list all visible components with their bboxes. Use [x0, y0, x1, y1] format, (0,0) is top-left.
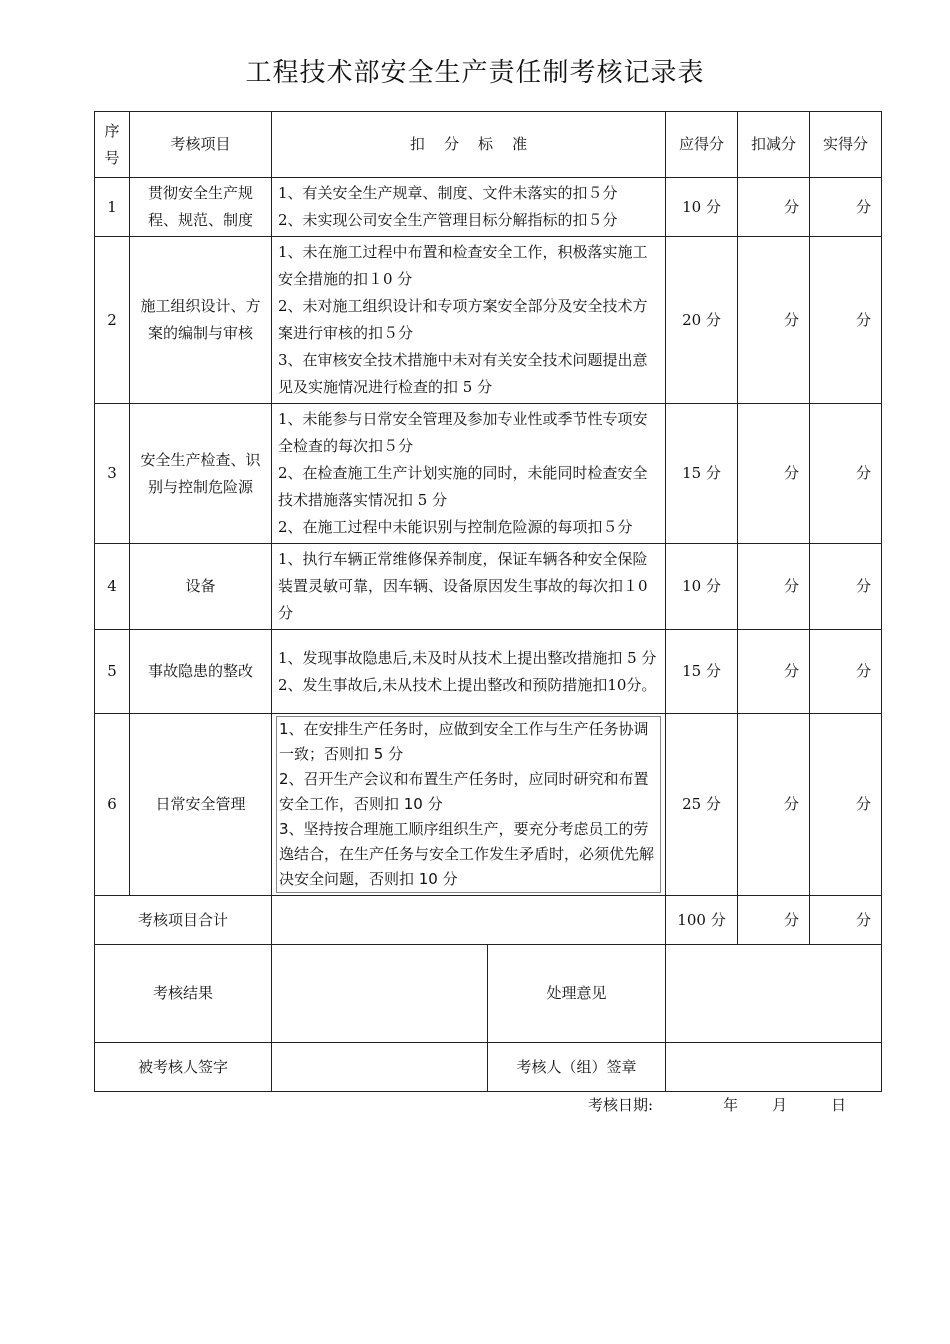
row-criteria	[272, 544, 666, 630]
table-row	[95, 237, 882, 404]
row-actual: 分	[810, 544, 882, 630]
result-inner	[272, 945, 665, 1042]
criteria-line: 3、坚持按合理施工顺序组织生产，要充分考虑员工的劳逸结合，在生产任务与安全工作发生矛盾时，必须优先解决安全问题，否则扣 10 分	[279, 820, 655, 888]
row-item: 贯彻安全生产规程、规范、制度	[130, 178, 272, 237]
criteria-line: 2、召开生产会议和布置生产任务时，应同时研究和布置安全工作，否则扣 10 分	[279, 770, 649, 813]
row-criteria	[272, 630, 666, 714]
row-actual: 分	[810, 237, 882, 404]
header-item: 考核项目	[130, 112, 272, 178]
row-actual: 分	[810, 404, 882, 544]
row-item: 设备	[130, 544, 272, 630]
row-deduct: 分	[738, 714, 810, 896]
signature-row	[95, 1043, 882, 1092]
table-row	[95, 544, 882, 630]
row-actual: 分	[810, 630, 882, 714]
total-deduct: 分	[738, 896, 810, 945]
row-criteria	[272, 237, 666, 404]
row-deduct: 分	[738, 178, 810, 237]
criteria-line: 2、未实现公司安全生产管理目标分解指标的扣５分	[278, 211, 618, 229]
assessee-signature-field[interactable]	[272, 1043, 488, 1091]
header-row	[95, 112, 882, 178]
criteria-line: 2、在施工过程中未能识别与控制危险源的每项扣５分	[278, 518, 633, 536]
row-due: 15 分	[666, 630, 738, 714]
result-cell	[272, 945, 666, 1043]
result-label: 考核结果	[95, 945, 272, 1043]
header-seq	[95, 112, 130, 178]
criteria-line: 1、发现事故隐患后,未及时从技术上提出整改措施扣 5 分	[278, 648, 657, 667]
header-standard: 扣 分 标 准	[272, 112, 666, 178]
row-deduct: 分	[738, 404, 810, 544]
criteria-line: 1、在安排生产任务时，应做到安全工作与生产任务协调一致；否则扣 5 分	[279, 720, 649, 763]
criteria-line: 2、在检查施工生产计划实施的同时，未能同时检查安全技术措施落实情况扣 5 分	[278, 464, 648, 509]
row-seq: 2	[95, 237, 130, 404]
row-seq: 4	[95, 544, 130, 630]
assessment-date	[588, 1094, 846, 1115]
row-due: 25 分	[666, 714, 738, 896]
criteria-line: 2、未对施工组织设计和专项方案安全部分及安全技术方案进行审核的扣５分	[278, 297, 648, 342]
total-blank	[272, 896, 666, 945]
row-criteria	[272, 178, 666, 237]
signature-cell	[272, 1043, 666, 1092]
row-due: 15 分	[666, 404, 738, 544]
total-due: 100 分	[666, 896, 738, 945]
total-actual: 分	[810, 896, 882, 945]
row-deduct: 分	[738, 544, 810, 630]
row-deduct: 分	[738, 630, 810, 714]
result-row	[95, 945, 882, 1043]
row-due: 10 分	[666, 544, 738, 630]
criteria-line: 3、在审核安全技术措施中未对有关安全技术问题提出意见及实施情况进行检查的扣 5 分	[278, 351, 648, 396]
criteria-line: 2、发生事故后,未从技术上提出整改和预防措施扣10分。	[278, 675, 657, 694]
row-seq: 1	[95, 178, 130, 237]
assessee-label: 被考核人签字	[95, 1043, 272, 1092]
header-deduct: 扣减分	[738, 112, 810, 178]
row-actual: 分	[810, 714, 882, 896]
opinion-label: 处理意见	[546, 984, 607, 1002]
result-value-field[interactable]	[272, 945, 488, 1042]
criteria-line: 1、未在施工过程中布置和检查安全工作，积极落实施工安全措施的扣１0 分	[278, 243, 648, 288]
criteria-box	[276, 716, 661, 893]
page-title: 工程技术部安全生产责任制考核记录表	[245, 58, 705, 88]
row-item: 施工组织设计、方案的编制与审核	[130, 237, 272, 404]
assessor-signature-field[interactable]	[666, 1043, 882, 1092]
row-criteria	[272, 714, 666, 896]
assessment-table	[94, 111, 882, 1092]
row-actual: 分	[810, 178, 882, 237]
total-label: 考核项目合计	[95, 896, 272, 945]
row-seq: 5	[95, 630, 130, 714]
row-item: 安全生产检查、识别与控制危险源	[130, 404, 272, 544]
row-criteria	[272, 404, 666, 544]
total-row	[95, 896, 882, 945]
date-day: 日	[831, 1096, 847, 1114]
row-due: 20 分	[666, 237, 738, 404]
row-item: 日常安全管理	[130, 714, 272, 896]
table-row	[95, 178, 882, 237]
table-row	[95, 714, 882, 896]
date-label: 考核日期:	[588, 1096, 654, 1114]
row-due: 10 分	[666, 178, 738, 237]
date-year: 年	[723, 1096, 739, 1114]
table-row	[95, 630, 882, 714]
row-item: 事故隐患的整改	[130, 630, 272, 714]
criteria-line: 1、有关安全生产规章、制度、文件未落实的扣５分	[278, 184, 618, 202]
row-deduct: 分	[738, 237, 810, 404]
criteria-line: 1、执行车辆正常维修保养制度，保证车辆各种安全保险装置灵敏可靠，因车辆、设备原因发生事故的每次扣１0 分	[278, 550, 648, 622]
criteria-line: 1、未能参与日常安全管理及参加专业性或季节性专项安全检查的每次扣５分	[278, 410, 648, 455]
signature-inner	[272, 1043, 665, 1091]
header-due: 应得分	[666, 112, 738, 178]
date-month: 月	[772, 1096, 788, 1114]
header-seq-line1: 序	[104, 121, 120, 140]
row-seq: 3	[95, 404, 130, 544]
row-seq: 6	[95, 714, 130, 896]
table-row	[95, 404, 882, 544]
header-seq-line2: 号	[104, 148, 120, 167]
header-actual: 实得分	[810, 112, 882, 178]
opinion-value-field[interactable]	[666, 945, 882, 1043]
assessor-label: 考核人（组）签章	[516, 1057, 637, 1076]
